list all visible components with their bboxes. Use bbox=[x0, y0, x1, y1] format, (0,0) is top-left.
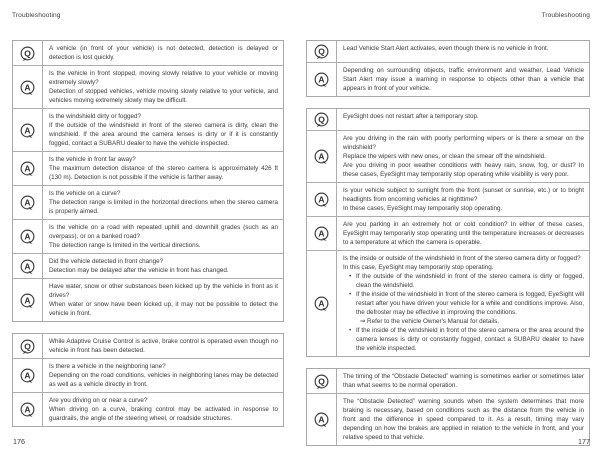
bullet-text: If the inside of the windshield in front of the stereo camera or the area around the camera lenses is dirty or constantly fogged, contact a SUBARU dealer to have the vehicle inspected. bbox=[356, 326, 584, 352]
answer-row bbox=[13, 185, 283, 219]
qa-paragraph: Have water, snow or other substances been kicked up by the vehicle in front as it drives? bbox=[49, 282, 278, 299]
answer-bubble-icon bbox=[19, 122, 36, 139]
qa-icon-cell bbox=[13, 109, 43, 151]
qa-icon-cell bbox=[13, 279, 43, 321]
qa-paragraph: Detection may be delayed after the vehicle in front has changed. bbox=[49, 266, 229, 274]
qa-text-cell bbox=[337, 63, 589, 96]
qa-text-cell bbox=[43, 254, 283, 278]
qa-icon-cell bbox=[307, 109, 337, 130]
svg-text:A: A bbox=[24, 260, 31, 271]
qa-text-cell bbox=[43, 66, 283, 108]
svg-text:Q: Q bbox=[24, 340, 31, 351]
manual-page-right bbox=[306, 0, 590, 471]
qa-table bbox=[306, 40, 590, 97]
qa-bullet-item bbox=[343, 272, 584, 290]
qa-paragraph: Did the vehicle detected in front change? bbox=[49, 257, 164, 265]
qa-text-cell bbox=[337, 41, 589, 62]
question-row bbox=[307, 369, 589, 393]
qa-paragraph: Is there a vehicle in the neighboring lane? bbox=[49, 362, 166, 370]
qa-paragraph: The “Obstacle Detected” warning sounds when the system determines that more braking is necessary, based on conditions such as the distance from the vehicle in front and the difference in speed compared to it. As a result, timing may vary depending on how the brakes are applied in relation to the vehicle in front, and your relative speed to that vehicle. bbox=[343, 397, 584, 441]
qa-tables bbox=[12, 40, 284, 427]
question-bubble-icon bbox=[19, 338, 36, 355]
qa-paragraph: EyeSight does not restart after a temporary stop. bbox=[343, 112, 479, 120]
qa-paragraph: Replace the wipers with new ones, or clean the smear off the windshield. bbox=[343, 152, 546, 160]
manual-page-left bbox=[12, 0, 284, 471]
qa-paragraph: The detection range is limited in the horizontal directions when the stereo camera is properly aimed. bbox=[49, 198, 278, 215]
qa-paragraph: The timing of the “Obstacle Detected” warning is sometimes earlier or sometimes later than what seems to be normal operation. bbox=[343, 372, 584, 389]
qa-paragraph: When water or snow have been kicked up, it may not be possible to detect the vehicle in front. bbox=[49, 300, 278, 317]
qa-table bbox=[12, 333, 284, 427]
qa-paragraph: Are you driving in poor weather conditions with heavy rain, snow, fog, or dust? In these cases, EyeSight may temporarily stop operating while visibility is very poor. bbox=[343, 161, 584, 178]
qa-text-cell bbox=[337, 217, 589, 250]
svg-text:A: A bbox=[24, 197, 31, 208]
qa-icon-cell bbox=[13, 220, 43, 253]
bullet-marker: • bbox=[349, 290, 352, 298]
qa-tables bbox=[306, 40, 590, 446]
qa-paragraph: In this case, EyeSight may temporarily stop operating. bbox=[343, 263, 494, 271]
qa-paragraph: Are you driving on or near a curve? bbox=[49, 396, 148, 404]
answer-bubble-icon bbox=[19, 228, 36, 245]
question-bubble-icon bbox=[313, 43, 330, 60]
qa-icon-cell bbox=[13, 254, 43, 278]
answer-row bbox=[13, 219, 283, 253]
qa-paragraph: Depending on the road conditions, vehicles in neighboring lanes may be detected as well as a vehicle directly in front. bbox=[49, 371, 278, 388]
question-row bbox=[307, 41, 589, 62]
qa-paragraph: Are you driving in the rain with poorly performing wipers or is there a smear on the windshield? bbox=[343, 134, 584, 151]
answer-bubble-icon bbox=[19, 401, 36, 418]
qa-icon-cell bbox=[307, 369, 337, 393]
qa-text-cell bbox=[43, 152, 283, 185]
answer-bubble-icon bbox=[19, 367, 36, 384]
qa-icon-cell bbox=[13, 152, 43, 185]
svg-text:A: A bbox=[318, 414, 325, 425]
page-header: Troubleshooting bbox=[541, 12, 590, 19]
answer-bubble-icon bbox=[313, 191, 330, 208]
answer-row bbox=[13, 65, 283, 108]
question-row bbox=[307, 109, 589, 130]
svg-text:A: A bbox=[24, 124, 31, 135]
svg-text:A: A bbox=[318, 228, 325, 239]
qa-text-cell bbox=[43, 334, 283, 358]
bullet-text: If the outside of the windshield in front of the stereo camera is dirty or fogged, clean the windshield. bbox=[356, 272, 584, 289]
answer-row bbox=[13, 151, 283, 185]
answer-row bbox=[13, 108, 283, 151]
svg-text:A: A bbox=[24, 231, 31, 242]
qa-icon-cell bbox=[13, 66, 43, 108]
qa-paragraph: When driving on a curve, braking control may be activated in response to guardrails, the angle of the steering wheel, or roadside structures. bbox=[49, 405, 278, 422]
qa-paragraph: The maximum detection distance of the stereo camera is approximately 426 ft (130 m). Detection is not possible if the vehicle is farther away. bbox=[49, 164, 278, 181]
qa-paragraph: If the outside of the windshield in front of the stereo camera is dirty, clean the windshield. If the area around the camera lenses is dirty or if it is constantly fogged, contact a SUBARU dealer to have the vehicle inspected. bbox=[49, 121, 278, 147]
qa-paragraph: Depending on surrounding objects, traffic environment and weather, Lead Vehicle Start Alert may issue a warning in response to objects other than a vehicle that appears in front of your vehicle. bbox=[343, 66, 584, 92]
answer-bubble-icon bbox=[313, 225, 330, 242]
qa-paragraph: While Adaptive Cruise Control is active, brake control is operated even though no vehicle in front has been detected. bbox=[49, 337, 278, 354]
qa-paragraph: Are you parking in an extremely hot or cold condition? In either of these cases, EyeSight may temporarily stop operating until the temperature increases or decreases to a temperature at which the camera is operable. bbox=[343, 220, 584, 246]
answer-row bbox=[307, 130, 589, 182]
bullet-text: If the inside of the windshield in front of the stereo camera is fogged, EyeSight will restart after you have driven your vehicle for a while and conditions improve. Also, the defroster may be effective in improving the conditions. bbox=[356, 290, 584, 316]
svg-text:A: A bbox=[24, 370, 31, 381]
svg-text:A: A bbox=[24, 163, 31, 174]
qa-icon-cell bbox=[307, 183, 337, 216]
question-row bbox=[13, 334, 283, 358]
qa-text-cell bbox=[43, 393, 283, 426]
qa-text-cell bbox=[337, 251, 589, 356]
qa-text-cell bbox=[337, 369, 589, 393]
qa-table bbox=[306, 368, 590, 446]
svg-text:A: A bbox=[318, 194, 325, 205]
qa-icon-cell bbox=[307, 394, 337, 445]
bullet-marker: • bbox=[349, 326, 352, 334]
qa-paragraph: Detection of stopped vehicles, vehicle moving slowly relative to your vehicle, and vehicles moving extremely slowly may be difficult. bbox=[49, 87, 278, 104]
qa-icon-cell bbox=[13, 393, 43, 426]
answer-bubble-icon bbox=[313, 71, 330, 88]
qa-bullet-item bbox=[343, 326, 584, 353]
qa-icon-cell bbox=[13, 41, 43, 65]
svg-text:Q: Q bbox=[318, 375, 325, 386]
question-bubble-icon bbox=[313, 111, 330, 128]
qa-text-cell bbox=[337, 394, 589, 445]
qa-reference-note: ⇒ Refer to the vehicle Owner's Manual for details. bbox=[360, 317, 500, 325]
qa-text-cell bbox=[43, 279, 283, 321]
page-header: Troubleshooting bbox=[12, 12, 61, 19]
answer-bubble-icon bbox=[19, 258, 36, 275]
question-bubble-icon bbox=[313, 373, 330, 390]
qa-paragraph: Is the vehicle in front far away? bbox=[49, 155, 136, 163]
answer-bubble-icon bbox=[19, 292, 36, 309]
qa-paragraph: A vehicle (in front of your vehicle) is not detected, detection is delayed or detection is lost quickly. bbox=[49, 44, 278, 61]
qa-text-cell bbox=[43, 186, 283, 219]
qa-paragraph: The detection range is limited in the vertical directions. bbox=[49, 241, 201, 249]
qa-icon-cell bbox=[13, 359, 43, 392]
qa-paragraph: Is your vehicle subject to sunlight from the front (sunset or sunrise, etc.) or to bright headlights from oncoming vehicles at nighttime? bbox=[343, 186, 584, 203]
answer-bubble-icon bbox=[19, 160, 36, 177]
answer-bubble-icon bbox=[313, 148, 330, 165]
qa-paragraph: Is the windshield dirty or fogged? bbox=[49, 112, 142, 120]
svg-text:Q: Q bbox=[318, 114, 325, 125]
qa-icon-cell bbox=[307, 63, 337, 96]
answer-bubble-icon bbox=[313, 295, 330, 312]
answer-row bbox=[307, 250, 589, 356]
qa-icon-cell bbox=[13, 186, 43, 219]
qa-paragraph: Is the vehicle on a road with repeated uphill and downhill grades (such as an overpass), or on a banked road? bbox=[49, 223, 278, 240]
qa-icon-cell bbox=[307, 41, 337, 62]
qa-text-cell bbox=[43, 220, 283, 253]
qa-text-cell bbox=[337, 109, 589, 130]
answer-row bbox=[307, 216, 589, 250]
svg-text:A: A bbox=[318, 74, 325, 85]
qa-bullet-item bbox=[343, 290, 584, 317]
answer-row bbox=[13, 278, 283, 321]
svg-text:Q: Q bbox=[318, 46, 325, 57]
qa-text-cell bbox=[43, 41, 283, 65]
qa-icon-cell bbox=[13, 334, 43, 358]
qa-icon-cell bbox=[307, 131, 337, 182]
qa-paragraph: Lead Vehicle Start Alert activates, even though there is no vehicle in front. bbox=[343, 44, 549, 52]
qa-icon-cell bbox=[307, 251, 337, 356]
svg-text:A: A bbox=[24, 404, 31, 415]
svg-text:Q: Q bbox=[24, 47, 31, 58]
svg-text:A: A bbox=[318, 151, 325, 162]
qa-text-cell bbox=[337, 131, 589, 182]
answer-row bbox=[13, 392, 283, 426]
question-bubble-icon bbox=[19, 45, 36, 62]
qa-text-cell bbox=[43, 359, 283, 392]
qa-paragraph: Is the vehicle in front stopped, moving slowly relative to your vehicle or moving extremely slowly? bbox=[49, 69, 278, 86]
qa-paragraph: Is the inside or outside of the windshield in front of the stereo camera dirty or fogged? bbox=[343, 254, 581, 262]
qa-icon-cell bbox=[307, 217, 337, 250]
answer-row bbox=[307, 62, 589, 96]
answer-bubble-icon bbox=[19, 79, 36, 96]
svg-text:A: A bbox=[24, 81, 31, 92]
qa-table bbox=[12, 40, 284, 322]
qa-table bbox=[306, 108, 590, 357]
qa-paragraph: In these cases, EyeSight may temporarily stop operating. bbox=[343, 204, 503, 212]
qa-text-cell bbox=[43, 109, 283, 151]
svg-text:A: A bbox=[318, 298, 325, 309]
qa-paragraph: Is the vehicle on a curve? bbox=[49, 189, 121, 197]
answer-bubble-icon bbox=[19, 194, 36, 211]
qa-text-cell bbox=[337, 183, 589, 216]
bullet-marker: • bbox=[349, 272, 352, 280]
question-row bbox=[13, 41, 283, 65]
answer-row bbox=[307, 182, 589, 216]
page-number: 176 bbox=[13, 437, 25, 446]
page-number: 177 bbox=[578, 437, 590, 446]
answer-row bbox=[13, 358, 283, 392]
svg-text:A: A bbox=[24, 294, 31, 305]
answer-row bbox=[307, 393, 589, 445]
answer-bubble-icon bbox=[313, 411, 330, 428]
answer-row bbox=[13, 253, 283, 278]
